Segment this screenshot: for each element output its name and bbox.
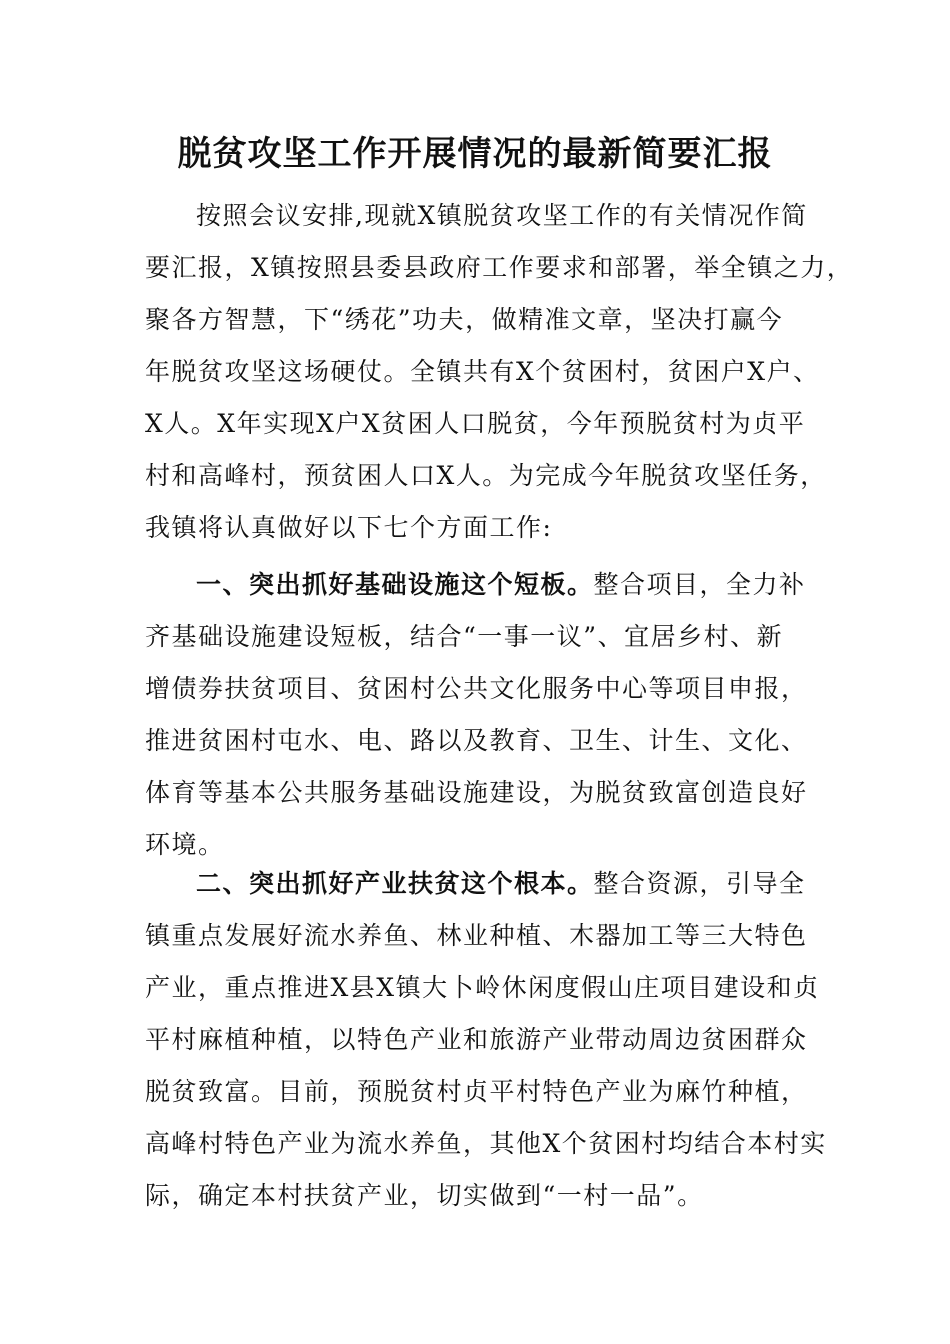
section-2-first-line xyxy=(196,866,806,902)
section-2-heading: 二、突出抓好产业扶贫这个根本。 xyxy=(196,869,594,898)
section-2-line: 际，确定本村扶贫产业，切实做到“一村一品”。 xyxy=(145,1181,704,1210)
section-1-line: 增债券扶贫项目、贫困村公共文化服务中心等项目申报， xyxy=(145,674,808,703)
intro-line: 年脱贫攻坚这场硬仗。全镇共有X个贫困村，贫困户X户、 xyxy=(145,357,820,386)
section-2-line: 高峰村特色产业为流水养鱼，其他X个贫困村均结合本村实 xyxy=(145,1129,827,1158)
intro-line: X人。X年实现X户X贫困人口脱贫，今年预脱贫村为贞平 xyxy=(145,409,806,438)
document-title: 脱贫攻坚工作开展情况的最新简要汇报 xyxy=(177,134,773,174)
intro-line: 要汇报，X镇按照县委县政府工作要求和部署，举全镇之力， xyxy=(145,253,854,282)
section-1-first-line xyxy=(196,567,806,603)
section-1-heading: 一、突出抓好基础设施这个短板。 xyxy=(196,570,594,599)
intro-line: 聚各方智慧，下“绣花”功夫，做精准文章，坚决打赢今 xyxy=(145,305,784,334)
section-1-text: 整合项目，全力补 xyxy=(593,570,806,599)
section-2-text: 整合资源，引导全 xyxy=(593,869,806,898)
section-1-line: 环境。 xyxy=(145,830,225,859)
section-1-line: 体育等基本公共服务基础设施建设，为脱贫致富创造良好 xyxy=(145,778,808,807)
intro-line: 村和高峰村，预贫困人口X人。为完成今年脱贫攻坚任务， xyxy=(145,461,827,490)
section-1-line: 推进贫困村屯水、电、路以及教育、卫生、计生、文化、 xyxy=(145,726,808,755)
section-1-line: 齐基础设施建设短板，结合“一事一议”、宜居乡村、新 xyxy=(145,622,784,651)
section-2-line: 产业，重点推进X县X镇大卜岭休闲度假山庄项目建设和贞 xyxy=(145,973,820,1002)
section-2-line: 镇重点发展好流水养鱼、林业种植、木器加工等三大特色 xyxy=(145,921,808,950)
section-2-line: 平村麻植种植，以特色产业和旅游产业带动周边贫困群众 xyxy=(145,1025,808,1054)
intro-line: 按照会议安排,现就X镇脱贫攻坚工作的有关情况作简 xyxy=(196,201,808,230)
section-2-line: 脱贫致富。目前，预脱贫村贞平村特色产业为麻竹种植， xyxy=(145,1077,808,1106)
intro-line: 我镇将认真做好以下七个方面工作: xyxy=(145,513,553,542)
